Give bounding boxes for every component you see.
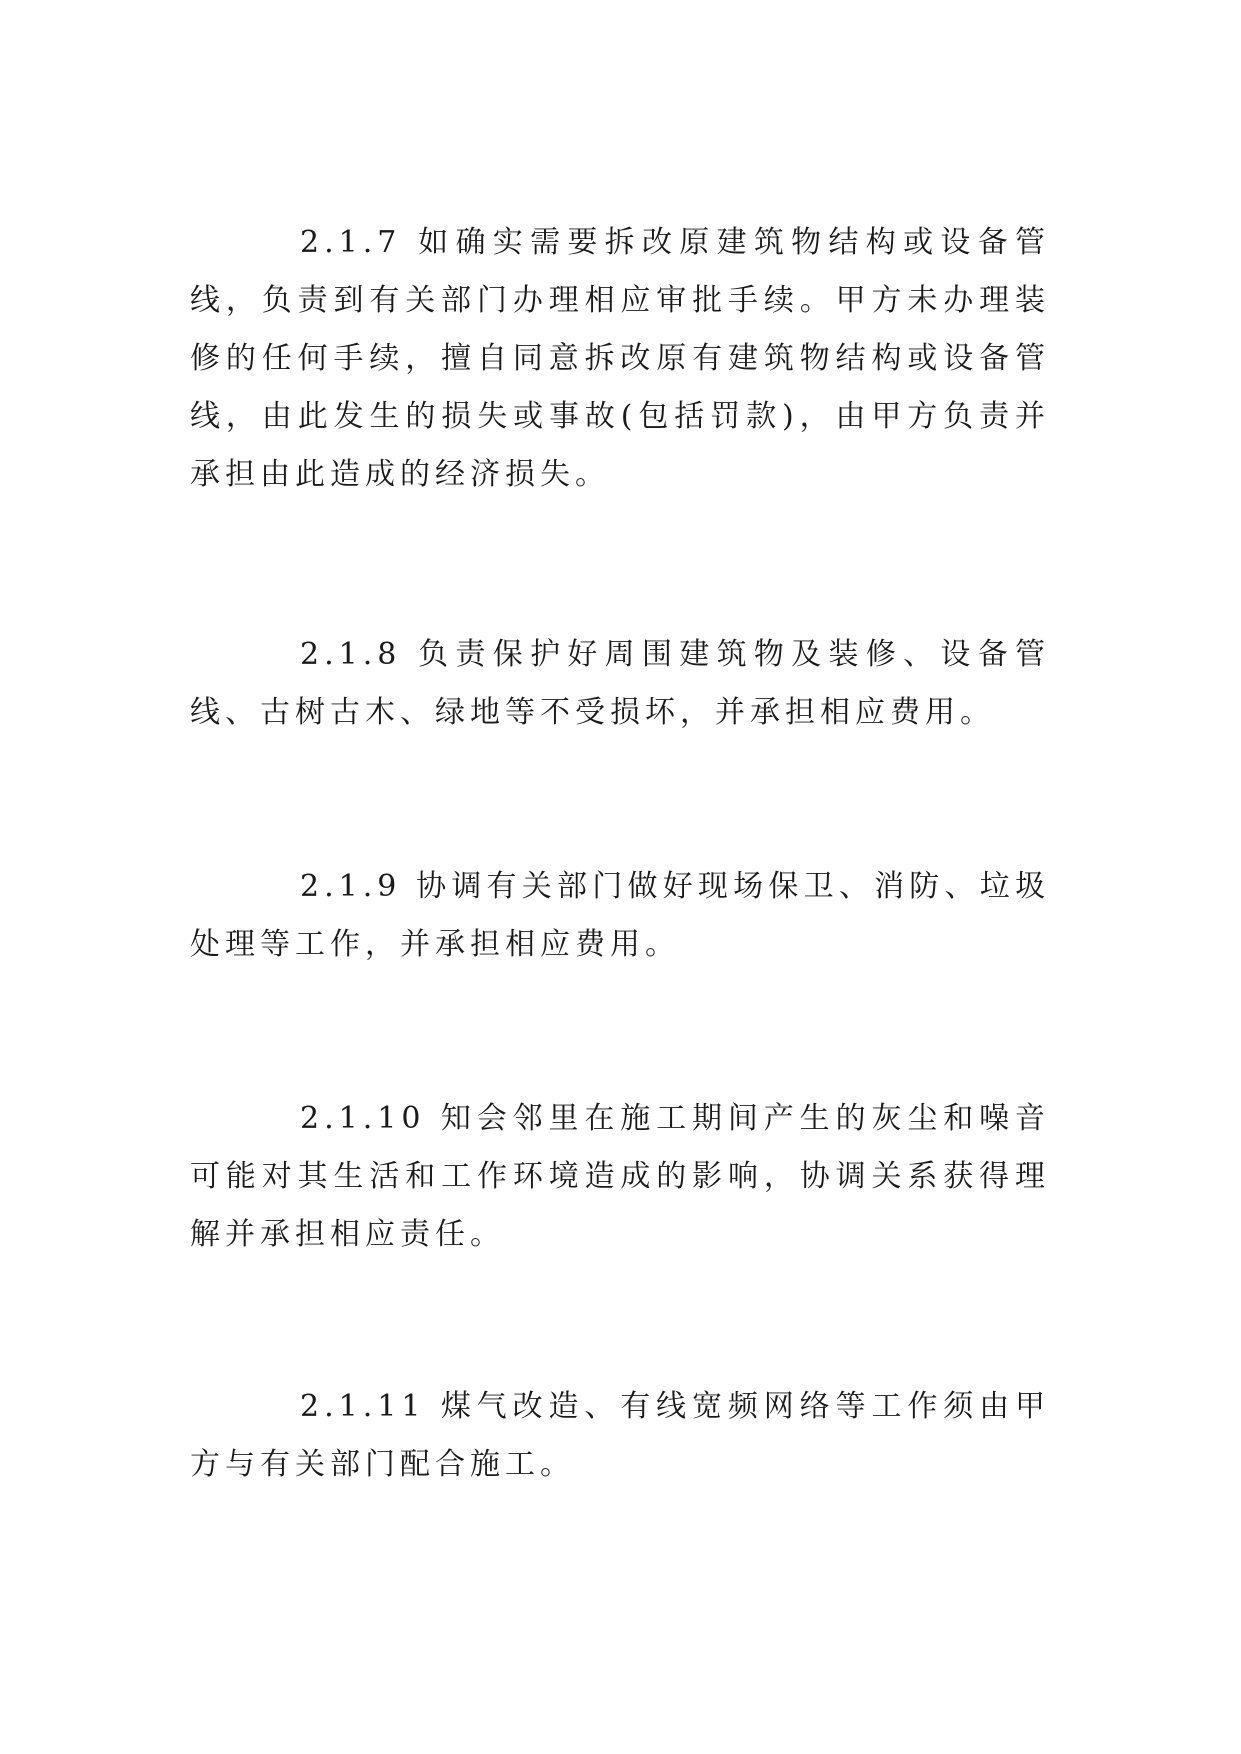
- clause-2-1-7: 2.1.7 如确实需要拆改原建筑物结构或设备管线，负责到有关部门办理相应审批手续。甲方未办理装修的任何手续，擅自同意拆改原有建筑物结构或设备管线，由此发生的损失或事故(包括罚款)，由甲方负责并承担由此造成的经济损失。: [190, 225, 1050, 492]
- clause-2-1-10: 2.1.10 知会邻里在施工期间产生的灰尘和噪音可能对其生活和工作环境造成的影响，协调关系获得理解并承担相应责任。: [190, 1101, 1050, 1252]
- clause-2-1-8: 2.1.8 负责保护好周围建筑物及装修、设备管线、古树古木、绿地等不受损坏，并承担相应费用。: [190, 637, 1050, 730]
- clause-2-1-11: 2.1.11 煤气改造、有线宽频网络等工作须由甲方与有关部门配合施工。: [190, 1389, 1050, 1482]
- clause-2-1-9: 2.1.9 协调有关部门做好现场保卫、消防、垃圾处理等工作，并承担相应费用。: [190, 869, 1050, 962]
